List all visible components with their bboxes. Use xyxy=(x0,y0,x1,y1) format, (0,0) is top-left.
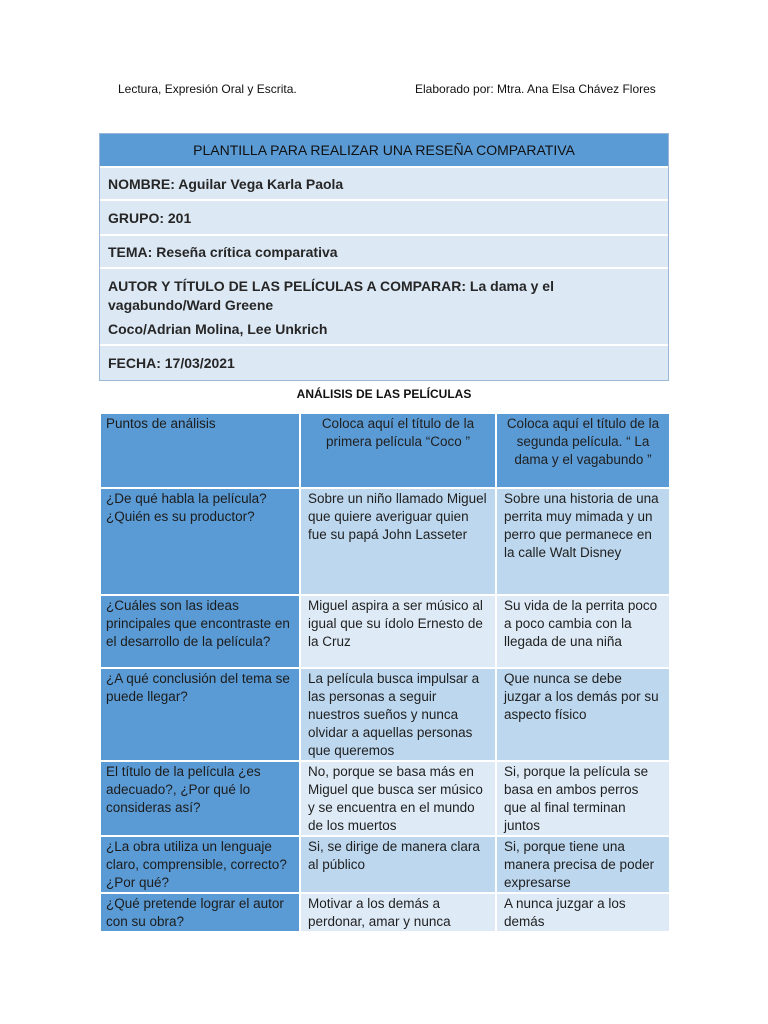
first-film-answer: No, porque se basa más en Miguel que busca ser músico y se encuentra en el mundo de los muertos xyxy=(301,762,497,837)
table-row xyxy=(101,894,669,933)
header-first-film: Coloca aquí el título de la primera película “Coco ” xyxy=(301,414,497,489)
table-row xyxy=(101,837,669,894)
analysis-point: ¿Cuáles son las ideas principales que encontraste en el desarrollo de la película? xyxy=(101,596,301,669)
table-row xyxy=(101,596,669,669)
table-header-row xyxy=(101,414,669,489)
table-row xyxy=(101,489,669,596)
template-title: PLANTILLA PARA REALIZAR UNA RESEÑA COMPARATIVA xyxy=(100,134,668,168)
second-film-answer: Sobre una historia de una perrita muy mimada y un perro que permanece en la calle Walt Disney xyxy=(497,489,669,596)
group-field: GRUPO: 201 xyxy=(100,201,668,236)
date-field: FECHA: 17/03/2021 xyxy=(100,346,668,380)
table-row xyxy=(101,669,669,762)
second-film-answer: Si, porque la película se basa en ambos perros que al final terminan juntos xyxy=(497,762,669,837)
header-analysis-points: Puntos de análisis xyxy=(101,414,301,489)
first-film-answer: Si, se dirige de manera clara al público xyxy=(301,837,497,894)
name-field: NOMBRE: Aguilar Vega Karla Paola xyxy=(100,168,668,201)
analysis-table xyxy=(101,414,669,933)
analysis-point: ¿La obra utiliza un lenguaje claro, comprensible, correcto? ¿Por qué? xyxy=(101,837,301,894)
second-film-answer: Su vida de la perrita poco a poco cambia con la llegada de una niña xyxy=(497,596,669,669)
authors-titles-line2: Coco/Adrian Molina, Lee Unkrich xyxy=(108,321,328,337)
header-second-film: Coloca aquí el título de la segunda película. “ La dama y el vagabundo ” xyxy=(497,414,669,489)
analysis-point: ¿A qué conclusión del tema se puede llegar? xyxy=(101,669,301,762)
second-film-answer: Que nunca se debe juzgar a los demás por su aspecto físico xyxy=(497,669,669,762)
table-row xyxy=(101,762,669,837)
analysis-point: ¿Qué pretende lograr el autor con su obra? xyxy=(101,894,301,933)
authors-titles-line1: AUTOR Y TÍTULO DE LAS PELÍCULAS A COMPARAR: La dama y el vagabundo/Ward Greene xyxy=(108,278,554,313)
analysis-point: El título de la película ¿es adecuado?, ¿Por qué lo consideras así? xyxy=(101,762,301,837)
first-film-answer: Sobre un niño llamado Miguel que quiere averiguar quien fue su papá John Lasseter xyxy=(301,489,497,596)
first-film-answer: Motivar a los demás a perdonar, amar y nunca xyxy=(301,894,497,933)
header-course: Lectura, Expresión Oral y Escrita. xyxy=(118,82,297,96)
authors-titles-field xyxy=(100,269,668,346)
review-template-table xyxy=(99,133,669,381)
header-author: Elaborado por: Mtra. Ana Elsa Chávez Flores xyxy=(415,82,656,96)
first-film-answer: La película busca impulsar a las personas a seguir nuestros sueños y nunca olvidar a aquellas personas que queremos xyxy=(301,669,497,762)
analysis-heading: ANÁLISIS DE LAS PELÍCULAS xyxy=(296,387,472,401)
second-film-answer: Si, porque tiene una manera precisa de poder expresarse xyxy=(497,837,669,894)
first-film-answer: Miguel aspira a ser músico al igual que su ídolo Ernesto de la Cruz xyxy=(301,596,497,669)
second-film-answer: A nunca juzgar a los demás xyxy=(497,894,669,933)
analysis-point: ¿De qué habla la película? ¿Quién es su productor? xyxy=(101,489,301,596)
topic-field: TEMA: Reseña crítica comparativa xyxy=(100,236,668,269)
